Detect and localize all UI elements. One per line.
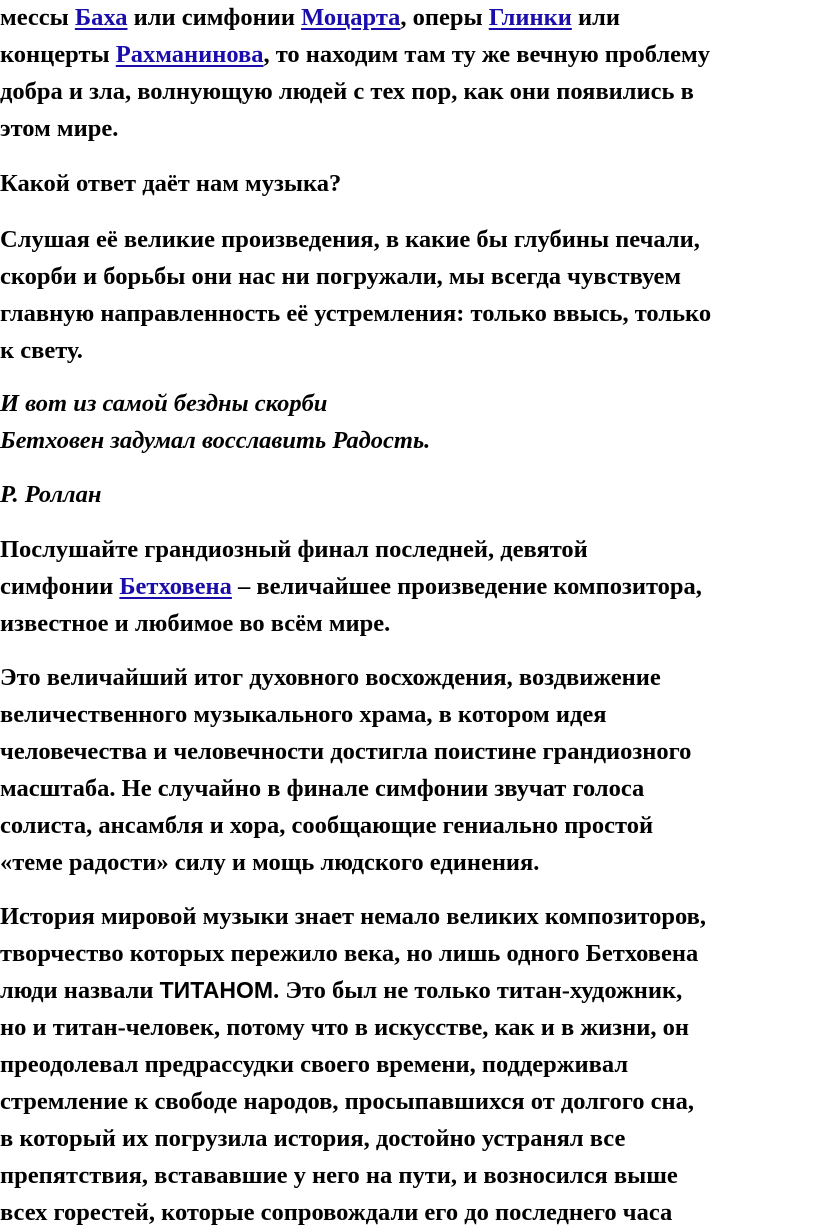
paragraph-line: Слушая её великие произведения, в какие бы глубины печали, <box>0 226 700 253</box>
paragraph-spiritual-ascent <box>0 659 691 881</box>
text-span: люди назвали <box>0 977 160 1004</box>
link-bach[interactable]: Баха <box>74 4 128 31</box>
link-mozart[interactable]: Моцарта <box>301 4 401 31</box>
paragraph-line: Послушайте грандиозный финал последней, девятой <box>0 536 588 563</box>
paragraph-line: скорби и борьбы они нас ни погружали, мы всегда чувствуем <box>0 263 682 290</box>
text-span: симфонии <box>0 573 120 600</box>
quote-author <box>0 476 101 513</box>
paragraph-line: творчество которых пережило века, но лишь одного Бетховена <box>0 940 699 967</box>
paragraph-line: известное и любимое во всём мире. <box>0 610 391 637</box>
paragraph-line: к свету. <box>0 337 83 364</box>
paragraph-line <box>0 568 702 605</box>
quote-line: И вот из самой бездны скорби <box>0 390 328 417</box>
paragraph-line: всех горестей, которые сопровождали его до последнего часа <box>0 1199 673 1226</box>
link-glinka[interactable]: Глинки <box>488 4 572 31</box>
text-span: , то находим там ту же вечную проблему <box>263 41 710 68</box>
paragraph-line: главную направленность её устремления: только ввысь, только <box>0 300 712 327</box>
author-line: Р. Роллан <box>0 481 102 508</box>
paragraph-line: стремление к свободе народов, просыпавшихся от долгого сна, <box>0 1088 694 1115</box>
text-span: , оперы <box>400 4 489 31</box>
text-span: мессы <box>0 4 75 31</box>
link-beethoven[interactable]: Бетховена <box>119 573 232 600</box>
paragraph-ninth-symphony <box>0 531 702 642</box>
paragraph-titan <box>0 898 706 1231</box>
link-rachmaninov[interactable]: Рахманинова <box>115 41 264 68</box>
paragraph-line: человечества и человечности достигла поистине грандиозного <box>0 738 692 765</box>
paragraph-line: солиста, ансамбля и хора, сообщающие гениально простой <box>0 812 654 839</box>
paragraph-line <box>0 0 710 36</box>
paragraph-line: этом мире. <box>0 115 119 142</box>
quote-line: Бетховен задумал восславить Радость. <box>0 427 431 454</box>
text-span: концерты <box>0 41 116 68</box>
epigraph-quote <box>0 385 430 459</box>
text-span: или симфонии <box>127 4 302 31</box>
paragraph-line: добра и зла, волнующую людей с тех пор, как они появились в <box>0 78 694 105</box>
paragraph-line: но и титан-человек, потому что в искусстве, как и в жизни, он <box>0 1014 689 1041</box>
emphasis-titan: ТИТАНОМ <box>159 977 274 1003</box>
paragraph-line: в который их погрузила история, достойно устранял все <box>0 1125 626 1152</box>
paragraph-line: Какой ответ даёт нам музыка? <box>0 170 342 197</box>
text-span: – величайшее произведение композитора, <box>231 573 702 600</box>
paragraph-line: «теме радости» силу и мощь людского единения. <box>0 849 540 876</box>
paragraph-question <box>0 165 341 202</box>
paragraph-line: величественного музыкального храма, в котором идея <box>0 701 607 728</box>
paragraph-line: Это величайший итог духовного восхождения, воздвижение <box>0 664 661 691</box>
paragraph-line: препятствия, встававшие у него на пути, и возносился выше <box>0 1162 678 1189</box>
paragraph-line <box>0 36 710 73</box>
paragraph-line <box>0 972 706 1009</box>
text-span: или <box>571 4 620 31</box>
paragraph-line: История мировой музыки знает немало великих композиторов, <box>0 903 707 930</box>
paragraph-line: масштаба. Не случайно в финале симфонии звучат голоса <box>0 775 645 802</box>
paragraph-composers <box>0 0 710 147</box>
text-span: . Это был не только титан-художник, <box>273 977 683 1004</box>
paragraph-listening <box>0 221 711 369</box>
paragraph-line: преодолевал предрассудки своего времени, поддерживал <box>0 1051 629 1078</box>
